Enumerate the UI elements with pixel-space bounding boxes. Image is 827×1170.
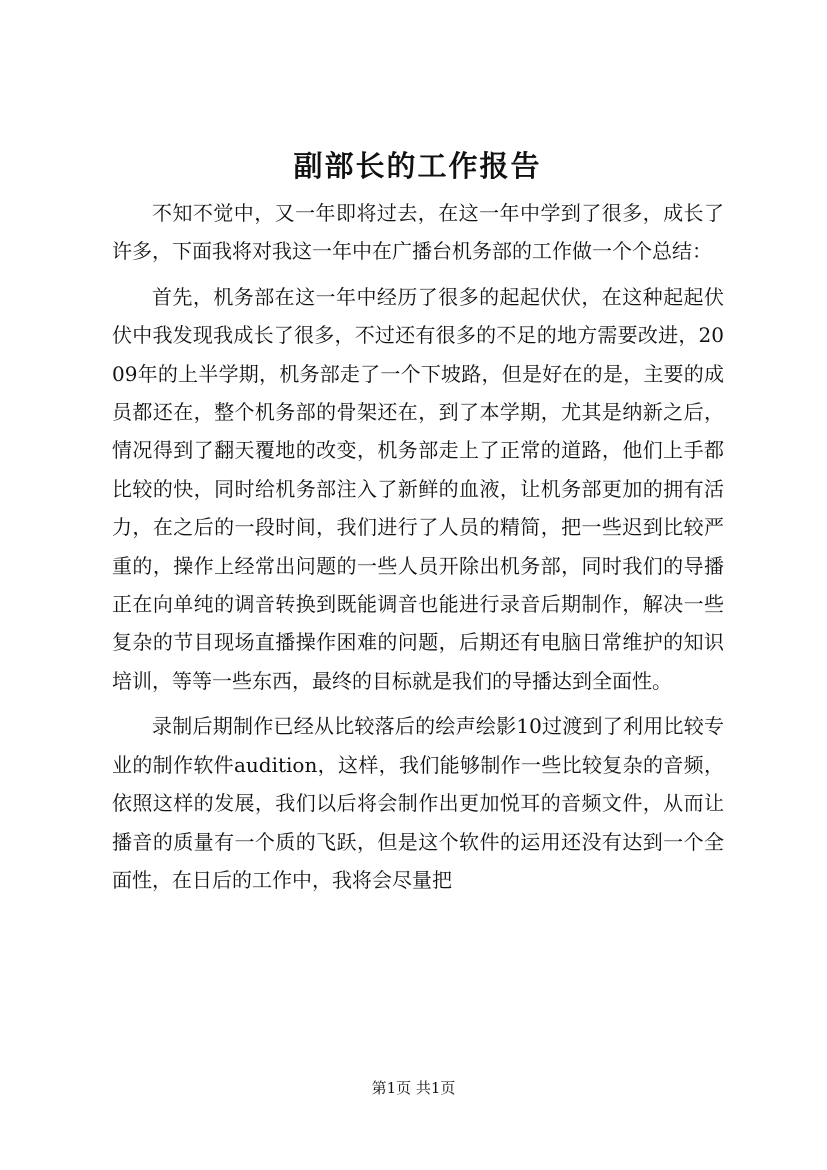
document-body <box>112 194 724 906</box>
page-number-footer: 第1页 共1页 <box>371 1079 456 1097</box>
document-title: 副部长的工作报告 <box>293 149 542 183</box>
paragraph-2: 首先，机务部在这一年中经历了很多的起起伏伏，在这种起起伏伏中我发现我成长了很多，不过还有很多的不足的地方需要改进，2009年的上半学期，机务部走了一个下坡路，但是好在的是，主要的成员都还在，整个机务部的骨架还在，到了本学期，尤其是纳新之后，情况得到了翻天覆地的改变，机务部走上了正常的道路，他们上手都比较的快，同时给机务部注入了新鲜的血液，让机务部更加的拥有活力，在之后的一段时间，我们进行了人员的精简，把一些迟到比较严重的，操作上经常出问题的一些人员开除出机务部，同时我们的导播正在向单纯的调音转换到既能调音也能进行录音后期制作，解决一些复杂的节目现场直播操作困难的问题，后期还有电脑日常维护的知识培训，等等一些东西，最终的目标就是我们的导播达到全面性。 <box>112 284 724 693</box>
paragraph-3: 录制后期制作已经从比较落后的绘声绘影10过渡到了利用比较专业的制作软件audition，这样，我们能够制作一些比较复杂的音频，依照这样的发展，我们以后将会制作出更加悦耳的音频文件，从而让播音的质量有一个质的飞跃，但是这个软件的运用还没有达到一个全面性，在日后的工作中，我将会尽量把 <box>112 714 724 892</box>
paragraph-1: 不知不觉中，又一年即将过去，在这一年中学到了很多，成长了许多，下面我将对我这一年中在广播台机务部的工作做一个个总结： <box>112 201 724 264</box>
